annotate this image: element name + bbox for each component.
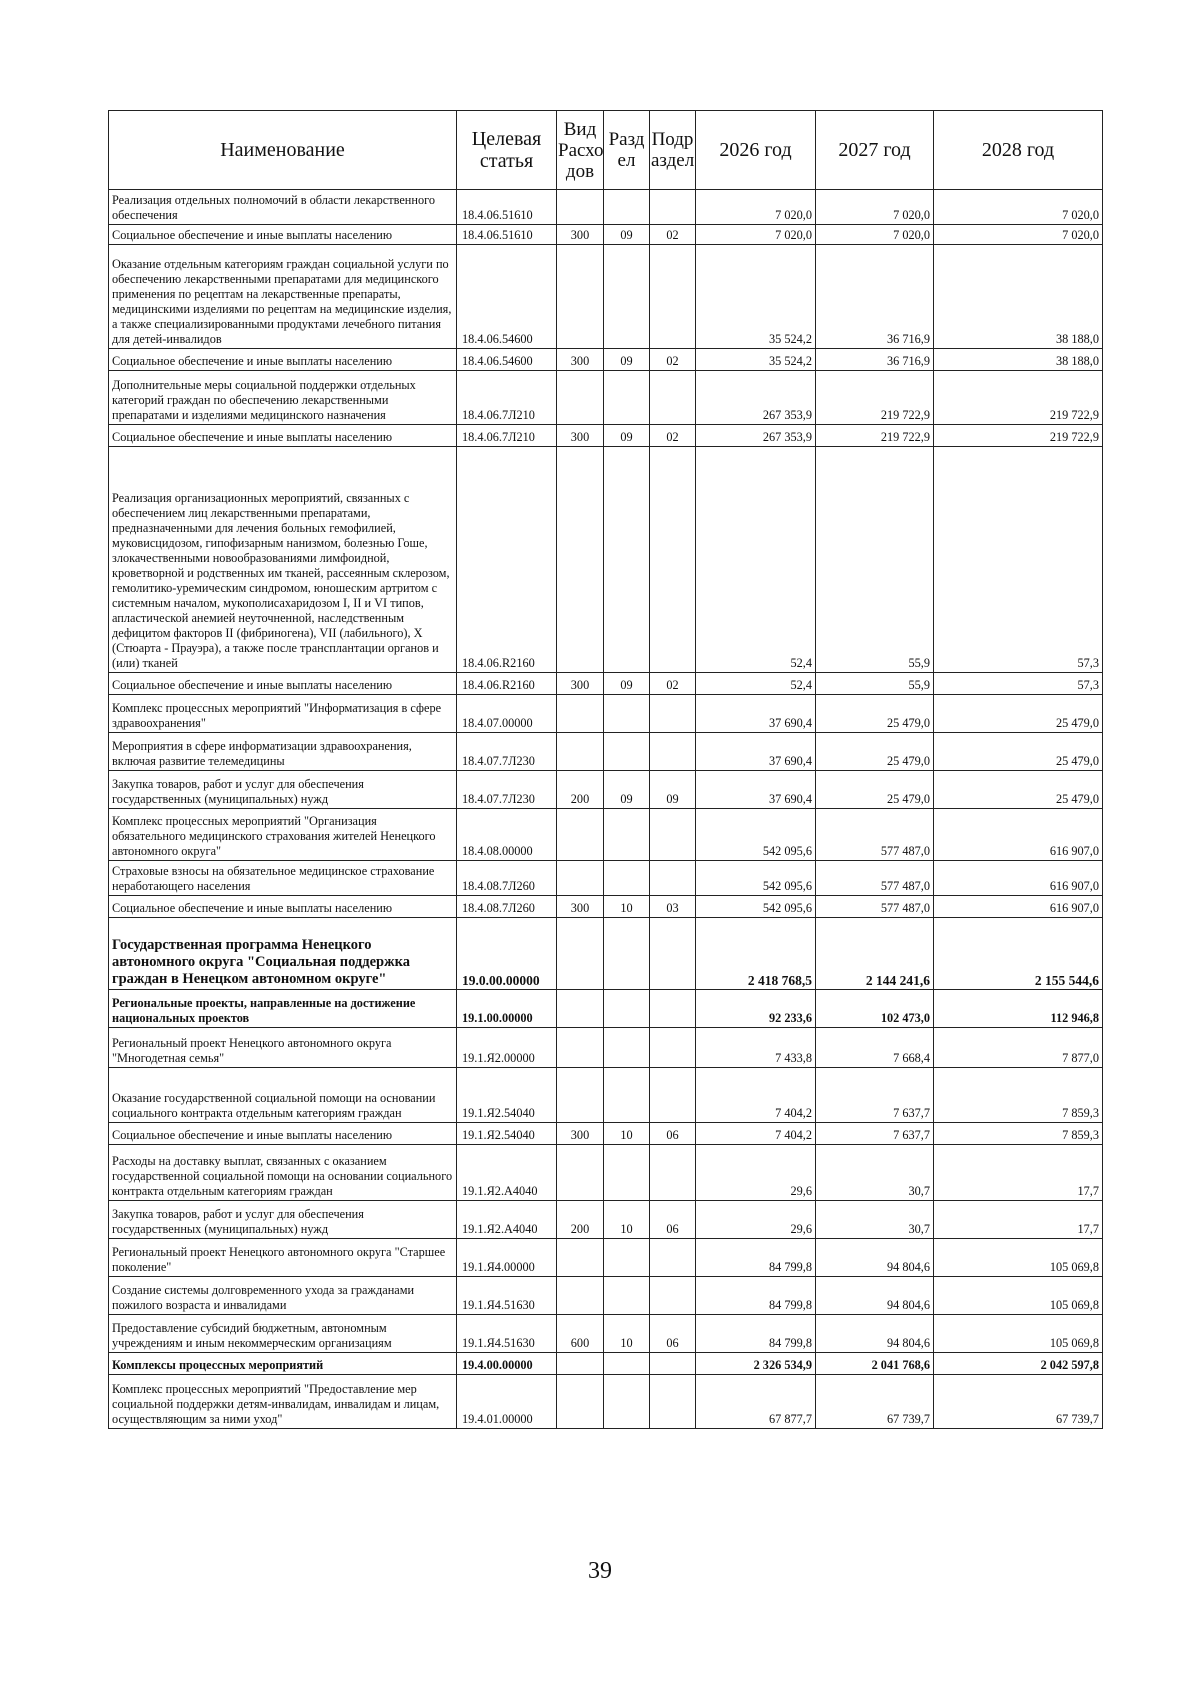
table-row	[109, 349, 1103, 371]
row-section-cell	[604, 1068, 650, 1123]
row-name-cell: Реализация отдельных полномочий в области лекарственного обеспечения	[109, 190, 457, 225]
row-section-cell: 09	[604, 425, 650, 447]
row-value-2028-cell: 7 020,0	[934, 190, 1103, 225]
row-subsection-cell	[650, 1353, 696, 1375]
row-value-2028-cell: 7 020,0	[934, 225, 1103, 245]
table-row	[109, 1123, 1103, 1145]
table-row	[109, 1201, 1103, 1239]
row-value-2028-cell: 25 479,0	[934, 695, 1103, 733]
table-row	[109, 733, 1103, 771]
row-value-2027-cell: 577 487,0	[816, 861, 934, 896]
table-row	[109, 1145, 1103, 1201]
row-subsection-cell: 03	[650, 896, 696, 918]
row-expense-kind-cell	[557, 1277, 604, 1315]
row-value-2028-cell: 105 069,8	[934, 1277, 1103, 1315]
table-row	[109, 371, 1103, 425]
row-expense-kind-cell: 300	[557, 896, 604, 918]
row-value-2026-cell: 29,6	[696, 1145, 816, 1201]
table-row	[109, 1315, 1103, 1353]
row-target-article-cell: 18.4.06.R2160	[457, 673, 557, 695]
row-expense-kind-cell	[557, 447, 604, 673]
row-value-2028-cell: 105 069,8	[934, 1239, 1103, 1277]
table-row	[109, 1375, 1103, 1429]
row-subsection-cell	[650, 1277, 696, 1315]
row-value-2027-cell: 7 020,0	[816, 190, 934, 225]
row-name-cell: Мероприятия в сфере информатизации здравоохранения, включая развитие телемедицины	[109, 733, 457, 771]
row-target-article-cell: 19.1.Я2.54040	[457, 1123, 557, 1145]
row-section-cell	[604, 190, 650, 225]
row-target-article-cell: 18.4.06.54600	[457, 349, 557, 371]
page-number: 39	[588, 1558, 612, 1584]
row-expense-kind-cell: 300	[557, 1123, 604, 1145]
row-value-2026-cell: 7 433,8	[696, 1028, 816, 1068]
row-subsection-cell: 02	[650, 425, 696, 447]
row-name-cell: Региональный проект Ненецкого автономного округа "Старшее поколение"	[109, 1239, 457, 1277]
table-row	[109, 1028, 1103, 1068]
row-value-2026-cell: 37 690,4	[696, 733, 816, 771]
row-value-2026-cell: 7 404,2	[696, 1068, 816, 1123]
row-value-2027-cell: 7 668,4	[816, 1028, 934, 1068]
row-target-article-cell: 18.4.08.7Л260	[457, 861, 557, 896]
row-name-cell: Социальное обеспечение и иные выплаты населению	[109, 225, 457, 245]
row-value-2026-cell: 52,4	[696, 673, 816, 695]
row-target-article-cell: 19.1.Я4.51630	[457, 1277, 557, 1315]
row-section-cell	[604, 1028, 650, 1068]
row-value-2028-cell: 112 946,8	[934, 990, 1103, 1028]
row-value-2028-cell: 616 907,0	[934, 861, 1103, 896]
row-subsection-cell	[650, 1239, 696, 1277]
row-subsection-cell: 06	[650, 1201, 696, 1239]
row-value-2026-cell: 542 095,6	[696, 896, 816, 918]
row-value-2027-cell: 25 479,0	[816, 733, 934, 771]
header-year-2028: 2028 год	[934, 111, 1103, 190]
row-name-cell: Реализация организационных мероприятий, связанных с обеспечением лиц лекарственными препаратами, предназначенными для лечения больных гемофилией, муковисцидозом, гипофизарным нанизмом, болезнью Гоше, злокачественными новообразованиями лимфоидной, кроветворной и родственных им тканей, рассеянным склерозом, гемолитико-уремическим синдромом, юношеским артритом с системным началом, мукополисахаридозом I, II и VI типов, апластической анемией неуточненной, наследственным дефицитом факторов II (фибриногена), VII (лабильного), X (Стюарта - Прауэра), а также после трансплантации органов и (или) тканей	[109, 447, 457, 673]
header-target-article: Целевая статья	[457, 111, 557, 190]
row-section-cell	[604, 1145, 650, 1201]
table-row	[109, 990, 1103, 1028]
row-section-cell	[604, 1375, 650, 1429]
row-value-2027-cell: 94 804,6	[816, 1239, 934, 1277]
row-subsection-cell	[650, 861, 696, 896]
row-value-2026-cell: 542 095,6	[696, 861, 816, 896]
row-name-cell: Расходы на доставку выплат, связанных с оказанием государственной социальной помощи на основании социального контракта отдельным категориям граждан	[109, 1145, 457, 1201]
row-name-cell: Региональные проекты, направленные на достижение национальных проектов	[109, 990, 457, 1028]
row-name-cell: Оказание отдельным категориям граждан социальной услуги по обеспечению лекарственными препаратами для медицинского применения по рецептам на лекарственные препараты, медицинскими изделиями по рецептам на медицинские изделия, а также специализированными продуктами лечебного питания для детей-инвалидов	[109, 245, 457, 349]
row-section-cell: 10	[604, 1201, 650, 1239]
header-row	[109, 111, 1103, 190]
row-target-article-cell: 19.0.00.00000	[457, 918, 557, 990]
row-value-2027-cell: 94 804,6	[816, 1315, 934, 1353]
row-value-2028-cell: 38 188,0	[934, 245, 1103, 349]
row-section-cell	[604, 861, 650, 896]
row-value-2026-cell: 7 020,0	[696, 190, 816, 225]
row-value-2026-cell: 37 690,4	[696, 771, 816, 809]
row-value-2026-cell: 35 524,2	[696, 245, 816, 349]
row-section-cell	[604, 1277, 650, 1315]
row-expense-kind-cell	[557, 1239, 604, 1277]
row-value-2028-cell: 57,3	[934, 447, 1103, 673]
row-value-2027-cell: 94 804,6	[816, 1277, 934, 1315]
row-value-2027-cell: 30,7	[816, 1201, 934, 1239]
row-subsection-cell	[650, 809, 696, 861]
row-value-2028-cell: 7 877,0	[934, 1028, 1103, 1068]
row-target-article-cell: 19.1.Я2.А4040	[457, 1145, 557, 1201]
row-section-cell	[604, 733, 650, 771]
row-value-2028-cell: 38 188,0	[934, 349, 1103, 371]
row-value-2027-cell: 577 487,0	[816, 896, 934, 918]
row-value-2027-cell: 7 637,7	[816, 1123, 934, 1145]
row-target-article-cell: 18.4.06.54600	[457, 245, 557, 349]
table-row	[109, 673, 1103, 695]
row-subsection-cell: 02	[650, 225, 696, 245]
row-expense-kind-cell: 300	[557, 673, 604, 695]
row-subsection-cell	[650, 733, 696, 771]
row-subsection-cell	[650, 1028, 696, 1068]
row-value-2028-cell: 7 859,3	[934, 1068, 1103, 1123]
row-expense-kind-cell	[557, 1145, 604, 1201]
row-subsection-cell: 09	[650, 771, 696, 809]
row-value-2027-cell: 55,9	[816, 673, 934, 695]
row-subsection-cell	[650, 245, 696, 349]
row-target-article-cell: 19.1.Я2.00000	[457, 1028, 557, 1068]
row-target-article-cell: 18.4.06.R2160	[457, 447, 557, 673]
row-subsection-cell: 06	[650, 1123, 696, 1145]
row-name-cell: Предоставление субсидий бюджетным, автономным учреждениям и иным некоммерческим организациям	[109, 1315, 457, 1353]
row-subsection-cell	[650, 447, 696, 673]
row-value-2027-cell: 2 144 241,6	[816, 918, 934, 990]
row-subsection-cell	[650, 1145, 696, 1201]
header-year-2026: 2026 год	[696, 111, 816, 190]
row-name-cell: Дополнительные меры социальной поддержки отдельных категорий граждан по обеспечению лекарственными препаратами и изделиями медицинского назначения	[109, 371, 457, 425]
row-section-cell	[604, 809, 650, 861]
row-value-2026-cell: 67 877,7	[696, 1375, 816, 1429]
row-expense-kind-cell	[557, 190, 604, 225]
row-section-cell	[604, 918, 650, 990]
row-value-2027-cell: 36 716,9	[816, 349, 934, 371]
row-name-cell: Комплекс процессных мероприятий "Организация обязательного медицинского страхования жителей Ненецкого автономного округа"	[109, 809, 457, 861]
row-name-cell: Социальное обеспечение и иные выплаты населению	[109, 673, 457, 695]
row-section-cell	[604, 1353, 650, 1375]
row-subsection-cell	[650, 918, 696, 990]
row-value-2028-cell: 105 069,8	[934, 1315, 1103, 1353]
row-name-cell: Оказание государственной социальной помощи на основании социального контракта отдельным категориям граждан	[109, 1068, 457, 1123]
row-expense-kind-cell: 200	[557, 1201, 604, 1239]
table-row	[109, 1353, 1103, 1375]
row-name-cell: Страховые взносы на обязательное медицинское страхование неработающего населения	[109, 861, 457, 896]
row-expense-kind-cell	[557, 809, 604, 861]
row-value-2026-cell: 2 326 534,9	[696, 1353, 816, 1375]
row-subsection-cell	[650, 190, 696, 225]
row-target-article-cell: 19.4.01.00000	[457, 1375, 557, 1429]
row-section-cell	[604, 245, 650, 349]
table-row	[109, 447, 1103, 673]
row-expense-kind-cell	[557, 1375, 604, 1429]
row-value-2026-cell: 35 524,2	[696, 349, 816, 371]
row-value-2028-cell: 25 479,0	[934, 733, 1103, 771]
row-value-2027-cell: 102 473,0	[816, 990, 934, 1028]
row-name-cell: Закупка товаров, работ и услуг для обеспечения государственных (муниципальных) нужд	[109, 1201, 457, 1239]
row-section-cell	[604, 447, 650, 673]
row-expense-kind-cell	[557, 990, 604, 1028]
row-expense-kind-cell	[557, 733, 604, 771]
row-value-2027-cell: 7 637,7	[816, 1068, 934, 1123]
row-section-cell: 09	[604, 771, 650, 809]
row-value-2027-cell: 55,9	[816, 447, 934, 673]
row-value-2026-cell: 84 799,8	[696, 1239, 816, 1277]
row-expense-kind-cell: 300	[557, 349, 604, 371]
row-expense-kind-cell	[557, 1028, 604, 1068]
row-expense-kind-cell: 300	[557, 225, 604, 245]
row-name-cell: Социальное обеспечение и иные выплаты населению	[109, 1123, 457, 1145]
header-expense-kind: Вид Расхо дов	[557, 111, 604, 190]
row-expense-kind-cell: 600	[557, 1315, 604, 1353]
row-target-article-cell: 19.4.00.00000	[457, 1353, 557, 1375]
row-value-2026-cell: 7 020,0	[696, 225, 816, 245]
table-row	[109, 425, 1103, 447]
row-value-2028-cell: 2 155 544,6	[934, 918, 1103, 990]
row-value-2026-cell: 37 690,4	[696, 695, 816, 733]
row-value-2027-cell: 36 716,9	[816, 245, 934, 349]
row-value-2028-cell: 7 859,3	[934, 1123, 1103, 1145]
table-body	[109, 190, 1103, 1429]
row-target-article-cell: 18.4.06.51610	[457, 190, 557, 225]
row-subsection-cell: 02	[650, 673, 696, 695]
row-value-2026-cell: 92 233,6	[696, 990, 816, 1028]
row-subsection-cell	[650, 695, 696, 733]
row-target-article-cell: 18.4.06.7Л210	[457, 371, 557, 425]
header-name: Наименование	[109, 111, 457, 190]
table-row	[109, 695, 1103, 733]
table-row	[109, 918, 1103, 990]
table-row	[109, 190, 1103, 225]
row-section-cell: 09	[604, 225, 650, 245]
row-value-2027-cell: 577 487,0	[816, 809, 934, 861]
table-row	[109, 1068, 1103, 1123]
table-row	[109, 1277, 1103, 1315]
row-value-2026-cell: 84 799,8	[696, 1315, 816, 1353]
row-value-2028-cell: 616 907,0	[934, 896, 1103, 918]
row-name-cell: Социальное обеспечение и иные выплаты населению	[109, 896, 457, 918]
row-name-cell: Комплексы процессных мероприятий	[109, 1353, 457, 1375]
row-value-2027-cell: 67 739,7	[816, 1375, 934, 1429]
row-section-cell: 10	[604, 1315, 650, 1353]
row-name-cell: Региональный проект Ненецкого автономного округа "Многодетная семья"	[109, 1028, 457, 1068]
row-section-cell: 09	[604, 673, 650, 695]
row-section-cell	[604, 990, 650, 1028]
row-value-2027-cell: 7 020,0	[816, 225, 934, 245]
row-value-2027-cell: 30,7	[816, 1145, 934, 1201]
row-value-2028-cell: 67 739,7	[934, 1375, 1103, 1429]
table-row	[109, 861, 1103, 896]
row-target-article-cell: 19.1.Я2.А4040	[457, 1201, 557, 1239]
row-expense-kind-cell	[557, 245, 604, 349]
row-name-cell: Создание системы долговременного ухода за гражданами пожилого возраста и инвалидами	[109, 1277, 457, 1315]
row-value-2026-cell: 2 418 768,5	[696, 918, 816, 990]
row-expense-kind-cell	[557, 371, 604, 425]
row-value-2026-cell: 52,4	[696, 447, 816, 673]
row-target-article-cell: 18.4.07.7Л230	[457, 771, 557, 809]
row-section-cell: 10	[604, 1123, 650, 1145]
row-value-2026-cell: 84 799,8	[696, 1277, 816, 1315]
row-value-2027-cell: 25 479,0	[816, 695, 934, 733]
row-value-2028-cell: 219 722,9	[934, 425, 1103, 447]
row-value-2028-cell: 17,7	[934, 1201, 1103, 1239]
row-value-2026-cell: 542 095,6	[696, 809, 816, 861]
row-value-2028-cell: 2 042 597,8	[934, 1353, 1103, 1375]
row-subsection-cell	[650, 1068, 696, 1123]
budget-table	[108, 110, 1103, 1429]
row-name-cell: Комплекс процессных мероприятий "Информатизация в сфере здравоохранения"	[109, 695, 457, 733]
row-expense-kind-cell	[557, 695, 604, 733]
row-value-2028-cell: 219 722,9	[934, 371, 1103, 425]
row-expense-kind-cell	[557, 1353, 604, 1375]
row-name-cell: Комплекс процессных мероприятий "Предоставление мер социальной поддержки детям-инвалидам, инвалидам и лицам, осуществляющим за ними уход"	[109, 1375, 457, 1429]
row-target-article-cell: 18.4.07.7Л230	[457, 733, 557, 771]
row-target-article-cell: 18.4.06.51610	[457, 225, 557, 245]
row-expense-kind-cell	[557, 861, 604, 896]
row-value-2028-cell: 616 907,0	[934, 809, 1103, 861]
row-section-cell: 09	[604, 349, 650, 371]
row-expense-kind-cell: 200	[557, 771, 604, 809]
row-target-article-cell: 18.4.08.7Л260	[457, 896, 557, 918]
row-target-article-cell: 19.1.Я2.54040	[457, 1068, 557, 1123]
row-value-2026-cell: 29,6	[696, 1201, 816, 1239]
row-target-article-cell: 18.4.08.00000	[457, 809, 557, 861]
row-section-cell	[604, 695, 650, 733]
row-subsection-cell	[650, 371, 696, 425]
table-row	[109, 771, 1103, 809]
row-value-2028-cell: 57,3	[934, 673, 1103, 695]
row-value-2028-cell: 25 479,0	[934, 771, 1103, 809]
row-section-cell	[604, 371, 650, 425]
row-target-article-cell: 18.4.06.7Л210	[457, 425, 557, 447]
row-section-cell: 10	[604, 896, 650, 918]
header-subsection: Подр аздел	[650, 111, 696, 190]
row-expense-kind-cell	[557, 918, 604, 990]
table-row	[109, 896, 1103, 918]
table-row	[109, 225, 1103, 245]
header-section: Разд ел	[604, 111, 650, 190]
row-name-cell: Закупка товаров, работ и услуг для обеспечения государственных (муниципальных) нужд	[109, 771, 457, 809]
row-value-2028-cell: 17,7	[934, 1145, 1103, 1201]
row-value-2027-cell: 2 041 768,6	[816, 1353, 934, 1375]
row-subsection-cell	[650, 990, 696, 1028]
row-target-article-cell: 19.1.Я4.51630	[457, 1315, 557, 1353]
table-row	[109, 809, 1103, 861]
row-value-2027-cell: 25 479,0	[816, 771, 934, 809]
table-row	[109, 245, 1103, 349]
row-name-cell: Социальное обеспечение и иные выплаты населению	[109, 349, 457, 371]
row-value-2026-cell: 267 353,9	[696, 371, 816, 425]
row-section-cell	[604, 1239, 650, 1277]
header-year-2027: 2027 год	[816, 111, 934, 190]
row-value-2027-cell: 219 722,9	[816, 425, 934, 447]
row-subsection-cell	[650, 1375, 696, 1429]
row-expense-kind-cell: 300	[557, 425, 604, 447]
row-expense-kind-cell	[557, 1068, 604, 1123]
row-target-article-cell: 19.1.00.00000	[457, 990, 557, 1028]
row-value-2027-cell: 219 722,9	[816, 371, 934, 425]
row-name-cell: Государственная программа Ненецкого автономного округа "Социальная поддержка граждан в Ненецком автономном округе"	[109, 918, 457, 990]
row-value-2026-cell: 7 404,2	[696, 1123, 816, 1145]
row-value-2026-cell: 267 353,9	[696, 425, 816, 447]
row-subsection-cell: 02	[650, 349, 696, 371]
row-target-article-cell: 18.4.07.00000	[457, 695, 557, 733]
row-name-cell: Социальное обеспечение и иные выплаты населению	[109, 425, 457, 447]
row-target-article-cell: 19.1.Я4.00000	[457, 1239, 557, 1277]
row-subsection-cell: 06	[650, 1315, 696, 1353]
table-row	[109, 1239, 1103, 1277]
